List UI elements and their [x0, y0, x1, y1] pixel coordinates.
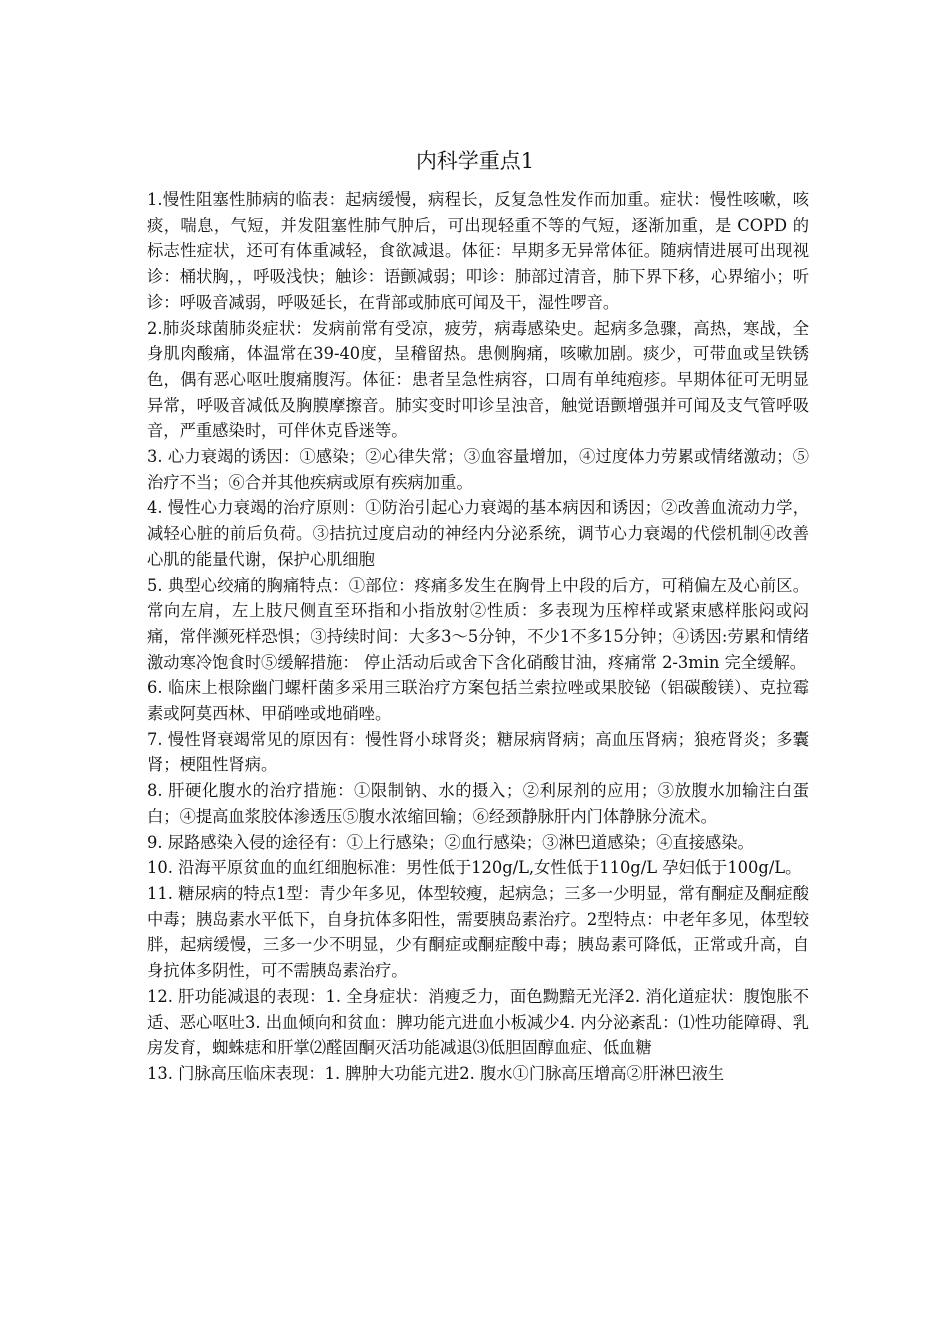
- paragraph-11: 11. 糖尿病的特点1型：青少年多见，体型较瘦，起病急；三多一少明显，常有酮症及酮症酸中毒；胰岛素水平低下，自身抗体多阳性，需要胰岛素治疗。2型特点：中老年多见，体型较胖，起病缓慢，三多一少不明显，少有酮症或酮症酸中毒；胰岛素可降低，正常或升高，自身抗体多阴性，可不需胰岛素治疗。: [147, 883, 809, 981]
- paragraph-3: 3. 心力衰竭的诱因：①感染；②心律失常；③血容量增加，④过度体力劳累或情绪激动；⑤治疗不当；⑥合并其他疾病或原有疾病加重。: [147, 447, 809, 492]
- paragraph-8: 8. 肝硬化腹水的治疗措施：①限制钠、水的摄入；②利尿剂的应用；③放腹水加输注白蛋白；④提高血浆胶体渗透压⑤腹水浓缩回输；⑥经颈静脉肝内门体静脉分流术。: [147, 781, 809, 826]
- document-title: 内科学重点1: [415, 149, 535, 173]
- paragraph-10: 10. 沿海平原贫血的血红细胞标准：男性低于120g/L,女性低于110g/L 孕妇低于100g/L。: [147, 858, 802, 878]
- paragraph-12: 12. 肝功能减退的表现：1. 全身症状：消瘦乏力，面色黝黯无光泽2. 消化道症状：腹饱胀不适、恶心呕吐3. 出血倾向和贫血：脾功能亢进血小板减少4. 内分泌紊乱：⑴性功能障碍、乳房发育，蜘蛛痣和肝掌⑵醛固酮灭活功能减退⑶低胆固醇血症、低血糖: [147, 986, 809, 1058]
- paragraph-4: 4. 慢性心力衰竭的治疗原则：①防治引起心力衰竭的基本病因和诱因；②改善血流动力学，减轻心脏的前后负荷。③拮抗过度启动的神经内分泌系统，调节心力衰竭的代偿机制④改善心肌的能量代谢，保护心肌细胞: [147, 498, 809, 569]
- paragraph-5: 5. 典型心绞痛的胸痛特点：①部位：疼痛多发生在胸骨上中段的后方，可稍偏左及心前区。常向左肩，左上肢尺侧直至环指和小指放射②性质：多表现为压榨样或紧束感样胀闷或闷痛，常伴濒死样恐惧；③持续时间：大多3～5分钟，不少1不多15分钟；④诱因:劳累和情绪激动寒冷饱食时⑤缓解措施： 停止活动后或舍下含化硝酸甘油，疼痛常 2-3min 完全缓解。: [147, 575, 809, 672]
- paragraph-7: 7. 慢性肾衰竭常见的原因有：慢性肾小球肾炎；糖尿病肾病；高血压肾病；狼疮肾炎；多囊肾；梗阻性肾病。: [147, 729, 809, 775]
- paragraph-13: 13. 门脉高压临床表现：1. 脾肿大功能亢进2. 腹水①门脉高压增高②肝淋巴液生: [147, 1063, 725, 1083]
- paragraph-2: 2.肺炎球菌肺炎症状：发病前常有受凉，疲劳，病毒感染史。起病多急骤，高热，寒战，全身肌肉酸痛，体温常在39-40度，呈稽留热。患侧胸痛，咳嗽加剧。痰少，可带血或呈铁锈色，偶有恶心呕吐腹痛腹泻。体征：患者呈急性病容，口周有单纯疱疹。早期体征可无明显异常，呼吸音减低及胸膜摩擦音。肺实变时叩诊呈浊音，触觉语颤增强并可闻及支气管呼吸音，严重感染时，可伴休克昏迷等。: [147, 318, 809, 441]
- paragraph-9: 9. 尿路感染入侵的途径有：①上行感染；②血行感染；③淋巴道感染；④直接感染。: [147, 832, 754, 852]
- document-body: [147, 187, 809, 1087]
- paragraph-1: 1.慢性阻塞性肺病的临表：起病缓慢，病程长，反复急性发作而加重。症状：慢性咳嗽，咳痰，喘息，气短，并发阻塞性肺气肿后，可出现轻重不等的气短，逐渐加重，是 COPD 的标志性症状，还可有体重减轻，食欲减退。体征：早期多无异常体征。随病情进展可出现视诊：桶状胸，，呼吸浅快；触诊：语颤减弱；叩诊：肺部过清音，肺下界下移，心界缩小；听诊：呼吸音减弱，呼吸延长，在背部或肺底可闻及干，湿性啰音。: [147, 190, 809, 312]
- paragraph-6: 6. 临床上根除幽门螺杆菌多采用三联治疗方案包括兰索拉唑或果胶铋（铝碳酸镁）、克拉霉素或阿莫西林、甲硝唑或地硝唑。: [147, 678, 809, 724]
